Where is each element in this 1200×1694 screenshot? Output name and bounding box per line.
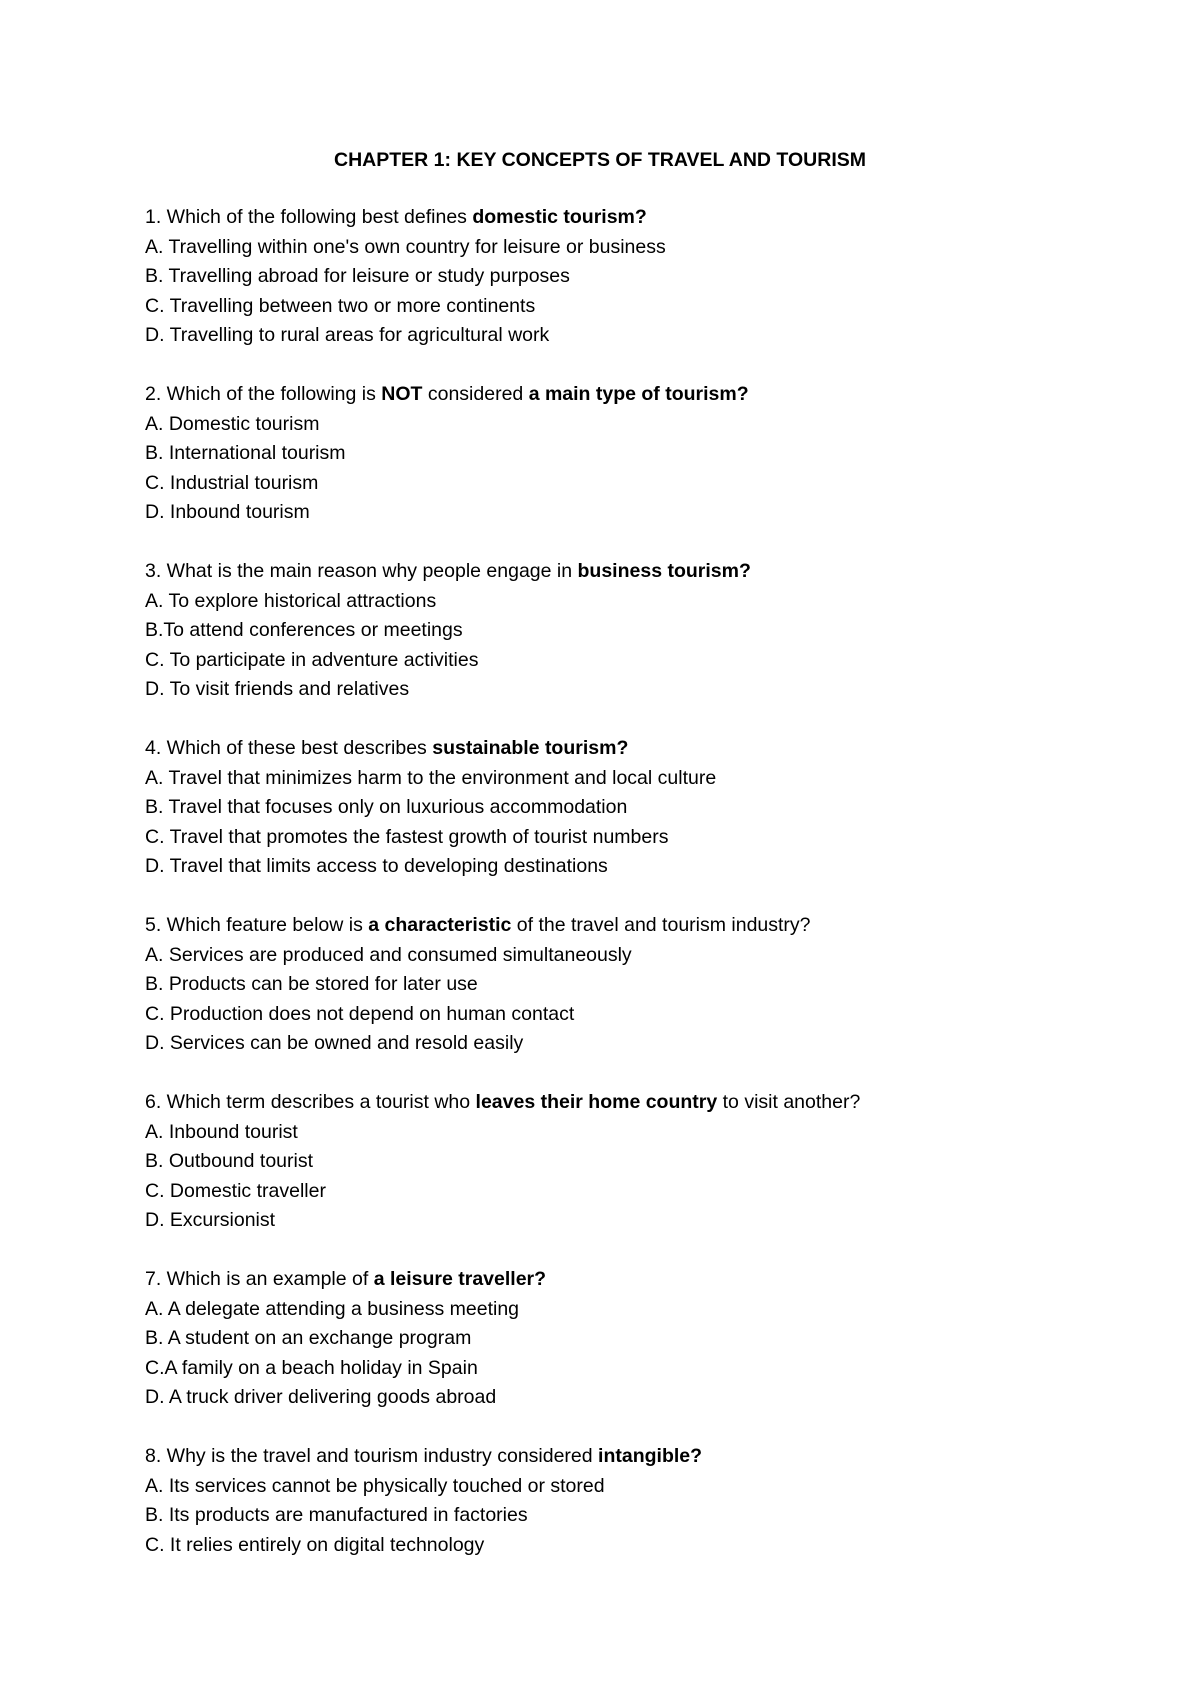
question-stem [145,1088,1145,1118]
answer-option: D. Services can be owned and resold easily [145,1032,524,1054]
answer-option: A. Inbound tourist [145,1120,298,1143]
stem-emphasis: leaves their home country [475,1091,718,1113]
answer-option: B. Travelling abroad for leisure or study purposes [145,265,570,287]
answer-option: A. Travel that minimizes harm to the environment and local culture [145,766,717,789]
stem-text: 8. Why is the travel and tourism industry considered [145,1445,599,1467]
question-stem [145,1442,1145,1472]
question-6 [145,1088,1145,1236]
answer-option: B. Its products are manufactured in factories [145,1504,528,1526]
answer-option: C. Production does not depend on human contact [145,1002,575,1025]
answer-option: D. Travel that limits access to developing destinations [145,855,608,877]
stem-emphasis: NOT [381,383,423,405]
answer-option: B.To attend conferences or meetings [145,619,463,641]
answer-option: C. Travel that promotes the fastest growth of tourist numbers [145,825,669,848]
answer-option: D. A truck driver delivering goods abroad [145,1386,497,1408]
stem-text: of the travel and tourism industry? [511,914,811,936]
question-7 [145,1265,1145,1413]
answer-option: B. Travel that focuses only on luxurious accommodation [145,796,628,818]
stem-emphasis: domestic tourism? [472,206,647,228]
stem-emphasis: intangible? [598,1445,703,1467]
answer-option: D. Inbound tourism [145,501,310,523]
question-2 [145,380,1145,528]
question-list [145,203,1145,1590]
question-8 [145,1442,1145,1560]
question-stem [145,911,1145,941]
question-4 [145,734,1145,882]
answer-option: A. A delegate attending a business meeting [145,1297,520,1320]
question-3 [145,557,1145,705]
answer-option: A. Domestic tourism [145,412,320,435]
answer-option: D. Travelling to rural areas for agricultural work [145,324,550,346]
stem-text: 6. Which term describes a tourist who [145,1091,476,1113]
stem-emphasis: a main type of tourism? [528,383,749,405]
answer-option: C.A family on a beach holiday in Spain [145,1356,478,1379]
answer-option: C. It relies entirely on digital technology [145,1533,485,1556]
stem-text: to visit another? [717,1091,861,1113]
answer-option: B. A student on an exchange program [145,1327,472,1349]
question-stem [145,203,1145,233]
stem-text: 5. Which feature below is [145,914,369,936]
answer-option: B. Outbound tourist [145,1150,314,1172]
answer-option: A. Travelling within one's own country for leisure or business [145,235,666,258]
answer-option: C. To participate in adventure activities [145,648,479,671]
answer-option: C. Travelling between two or more continents [145,294,536,317]
stem-text: 7. Which is an example of [145,1268,374,1290]
answer-option: B. Products can be stored for later use [145,973,478,995]
answer-option: A. Services are produced and consumed simultaneously [145,943,632,966]
answer-option: B. International tourism [145,442,346,464]
stem-text: considered [422,383,529,405]
stem-text: 1. Which of the following best defines [145,206,473,228]
stem-text: 4. Which of these best describes [145,737,433,759]
stem-emphasis: business tourism? [577,560,751,582]
question-stem [145,1265,1145,1295]
stem-emphasis: a characteristic [368,914,512,936]
answer-option: D. Excursionist [145,1209,276,1231]
answer-option: A. To explore historical attractions [145,589,437,612]
answer-option: A. Its services cannot be physically touched or stored [145,1474,605,1497]
stem-text: 2. Which of the following is [145,383,382,405]
question-stem [145,557,1145,587]
stem-emphasis: a leisure traveller? [373,1268,547,1290]
stem-emphasis: sustainable tourism? [432,737,629,759]
question-stem [145,734,1145,764]
chapter-title: CHAPTER 1: KEY CONCEPTS OF TRAVEL AND TOURISM [334,149,866,171]
answer-option: D. To visit friends and relatives [145,678,410,700]
answer-option: C. Industrial tourism [145,471,319,494]
question-stem [145,380,1145,410]
question-1 [145,203,1145,351]
answer-option: C. Domestic traveller [145,1179,326,1202]
stem-text: 3. What is the main reason why people engage in [145,560,578,582]
question-5 [145,911,1145,1059]
